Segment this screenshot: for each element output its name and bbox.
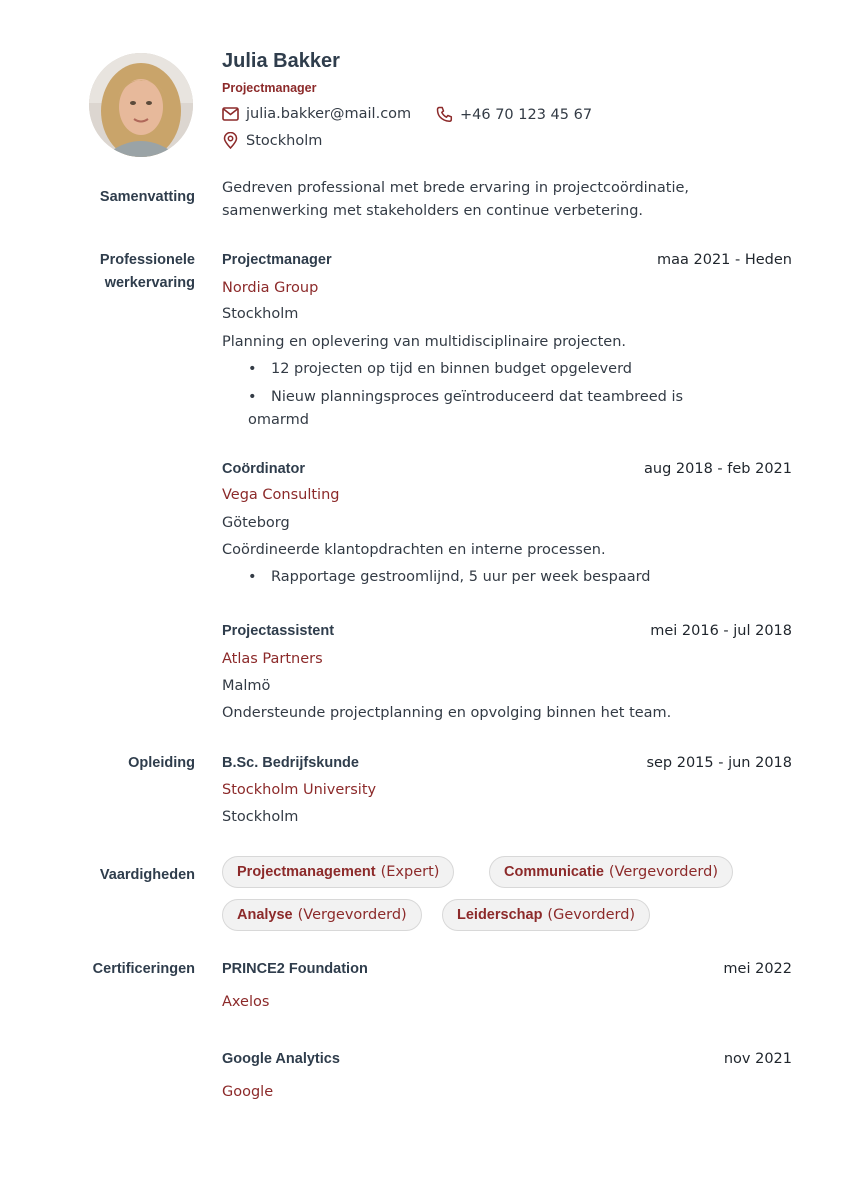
location-contact [222,132,322,149]
candidate-headline: Projectmanager [222,81,317,95]
skill-name: Leiderschap [457,907,543,923]
certification-issuer: Google [222,1084,274,1100]
certification-date: nov 2021 [723,1051,792,1067]
summary-line-2: samenwerking met stakeholders en continue verbetering. [222,203,644,219]
skill-chip [489,856,733,888]
job-bullet-text: Nieuw planningsproces geïntroduceerd dat teambreed is omarmd [248,389,684,428]
job-description: Coördineerde klantopdrachten en interne processen. [222,542,606,558]
certification-name: PRINCE2 Foundation [222,961,368,977]
job-company: Vega Consulting [222,487,340,503]
email-contact[interactable] [222,106,411,122]
skill-name: Projectmanagement [237,864,376,880]
skill-level: (Gevorderd) [547,907,636,923]
job-location: Göteborg [222,515,290,531]
section-label-experience-line1: Professionele [99,252,195,268]
phone-text: +46 70 123 45 67 [460,106,593,123]
section-label-summary: Samenvatting [99,189,195,205]
skill-chip [222,899,422,931]
email-text: julia.bakker@mail.com [246,106,412,122]
job-dates: aug 2018 - feb 2021 [644,461,792,477]
job-title: Coördinator [222,461,305,477]
skill-chip [222,856,454,888]
certification-name: Google Analytics [222,1051,340,1067]
location-text: Stockholm [246,132,323,149]
education-location: Stockholm [222,809,299,825]
job-bullet: • Rapportage gestroomlijnd, 5 uur per week bespaard [248,566,748,589]
job-company: Nordia Group [222,280,319,296]
mail-icon [222,107,239,121]
section-label-experience-line2: werkervaring [104,275,195,291]
location-pin-icon [222,132,239,149]
job-company: Atlas Partners [222,651,323,667]
job-bullet: • 12 projecten op tijd en binnen budget opgeleverd [248,358,748,381]
job-title: Projectassistent [222,623,335,639]
candidate-name: Julia Bakker [222,50,340,72]
job-bullet-text: Rapportage gestroomlijnd, 5 uur per week bespaard [271,569,651,585]
section-label-skills: Vaardigheden [99,867,195,883]
job-location: Malmö [222,678,271,694]
job-bullet: • Nieuw planningsproces geïntroduceerd dat teambreed is omarmd [248,386,748,432]
job-location: Stockholm [222,306,299,322]
skill-level: (Vergevorderd) [297,907,407,923]
job-dates: maa 2021 - Heden [657,252,792,268]
job-description: Planning en oplevering van multidisciplinaire projecten. [222,334,627,350]
skill-level: (Expert) [380,864,440,880]
certification-issuer: Axelos [222,994,270,1010]
skill-name: Analyse [237,907,293,923]
phone-contact[interactable] [436,106,592,123]
profile-photo [89,53,193,157]
skill-level: (Vergevorderd) [608,864,718,880]
skill-name: Communicatie [504,864,604,880]
education-dates: sep 2015 - jun 2018 [646,755,792,771]
job-title: Projectmanager [222,252,332,268]
education-school: Stockholm University [222,782,377,798]
section-label-certifications: Certificeringen [92,961,195,977]
phone-icon [436,106,453,123]
job-description: Ondersteunde projectplanning en opvolging binnen het team. [222,705,672,721]
job-dates: mei 2016 - jul 2018 [650,623,792,639]
skill-chip [442,899,650,931]
section-label-experience [35,249,195,295]
section-label-education: Opleiding [128,755,195,771]
certification-date: mei 2022 [723,961,792,977]
education-degree: B.Sc. Bedrijfskunde [222,755,359,771]
job-bullet-text: 12 projecten op tijd en binnen budget opgeleverd [271,361,632,377]
summary-line-1: Gedreven professional met brede ervaring in projectcoördinatie, [222,180,690,196]
